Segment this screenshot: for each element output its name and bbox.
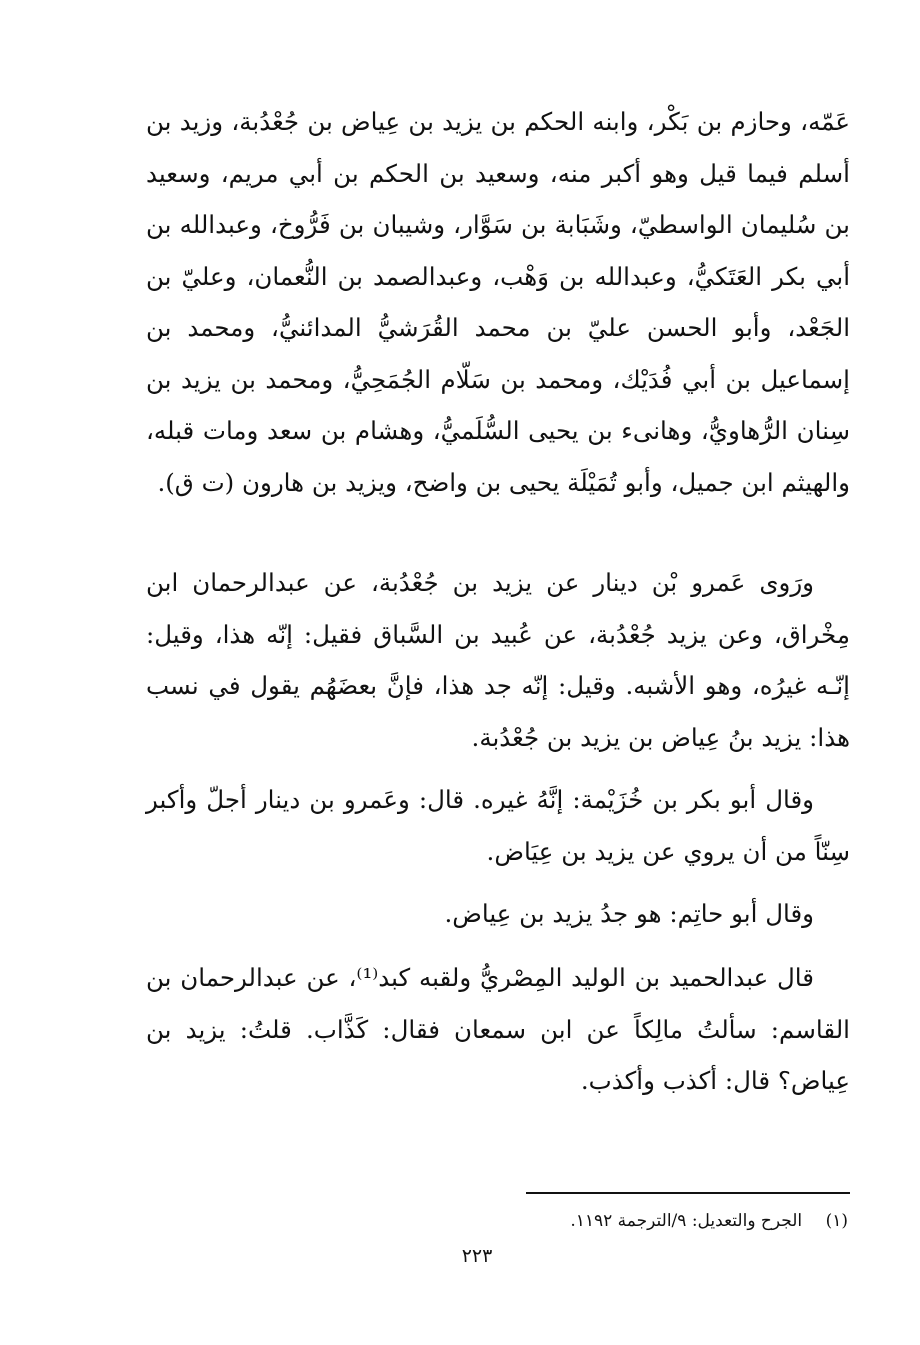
paragraph-abu-hatim xyxy=(146,888,850,940)
paragraph-text: وقال أبو حاتِم: هو جدُ يزيد بن عِياض. xyxy=(444,899,814,928)
footnote-number: (١) xyxy=(825,1211,848,1231)
page-number: ٢٢٣ xyxy=(461,1245,493,1267)
paragraph-amr-ibn-dinar xyxy=(146,557,850,763)
paragraph-text: وقال أبو بكر بن خُزَيْمة: إنَّهُ غيره. قال: وعَمرو بن دينار أجلّ وأكبر سِنّاً من أن يروي عن يزيد بن عِيَاض. xyxy=(146,785,850,866)
paragraph-ibn-khuzayma xyxy=(146,774,850,877)
paragraph-narrators-list: عَمّه، وحازم بن بَكْر، وابنه الحكم بن يزيد بن عِياض بن جُعْدُبة، وزيد بن أسلم فيما قيل وهو أكبر منه، وسعيد بن الحكم بن أبي مريم، وسعيد بن سُليمان الواسطيّ، وشَبَابة بن سَوَّار، وشيبان بن فَرُّوخ، وعبدالله بن أبي بكر العَتَكيُّ، وعبدالله بن وَهْب، وعبدالصمد بن النُّعمان، وعليّ بن الجَعْد، وأبو الحسن عليّ بن محمد القُرَشيُّ المدائنيُّ، ومحمد بن إسماعيل بن أبي فُدَيْك، ومحمد بن سَلّام الجُمَحِيُّ، ومحمد بن يزيد بن سِنان الرُّهاويُّ، وهانىء بن يحيى السُّلَميُّ، وهشام بن سعد ومات قبله، والهيثم ابن جميل، وأبو تُمَيْلَة يحيى بن واضح، ويزيد بن هارون (ت ق). xyxy=(146,107,850,497)
footnote xyxy=(570,1206,848,1236)
paragraph-abdulhamid xyxy=(146,952,850,1107)
footnote-text: الجرح والتعديل: ٩/الترجمة ١١٩٢. xyxy=(570,1211,803,1231)
paragraph-text: قال عبدالحميد بن الوليد المِصْريُّ ولقبه كبد⁽¹⁾، عن عبدالرحمان بن القاسم: سألتُ مالِكاً عن ابن سمعان فقال: كَذَّاب. قلتُ: يزيد بن عِياض؟ قال: أكذب وأكذب. xyxy=(146,963,850,1095)
paragraph-text: ورَوى عَمرو بْن دينار عن يزيد بن جُعْدُبة، عن عبدالرحمان ابن مِخْراق، وعن يزيد جُعْدُبة، عن عُبيد بن السَّباق فقيل: إنّه هذا، وقيل: إنّـه غيرُه، وهو الأشبه. وقيل: إنّه جد هذا، فإنَّ بعضَهُم يقول في نسب هذا: يزيد بنُ عِياض بن يزيد بن جُعْدُبة. xyxy=(146,568,850,752)
footnote-divider xyxy=(526,1192,850,1194)
